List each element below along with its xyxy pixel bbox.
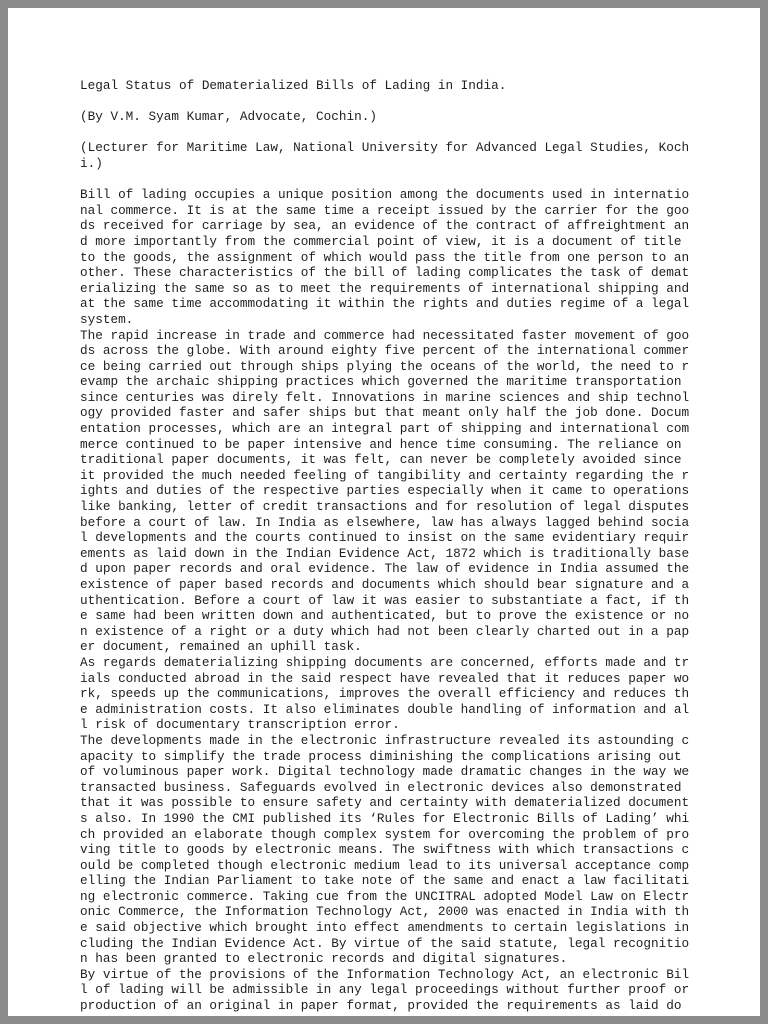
paragraph: As regards dematerializing shipping documents are concerned, efforts made and trials conducted abroad in the said respect have revealed that it reduces paper work, speeds up the communications, improves the overall efficiency and reduces the administration costs. It also eliminates double handling of information and all risk of documentary transcription error. — [80, 654, 690, 733]
document-page — [8, 8, 760, 1016]
paragraph: The rapid increase in trade and commerce had necessitated faster movement of goods across the globe. With around eighty five percent of the international commerce being carried out through ships plying the oceans of the world, the need to revamp the archaic shipping practices which governed the maritime transportation since centuries was direly felt. Innovations in marine sciences and ship technology provided faster and safer ships but that meant only half the job done. Documentation processes, which are an integral part of shipping and international commerce continued to be paper intensive and hence time consuming. The reliance on traditional paper documents, it was felt, can never be completely avoided since it provided the much needed feeling of tangibility and certainty regarding the rights and duties of the respective parties especially when it came to operations like banking, letter of credit transactions and for resolution of legal disputes before a court of law. In India as elsewhere, law has always lagged behind social developments and the courts continued to insist on the same evidentiary requirements as laid down in the Indian Evidence Act, 1872 which is traditionally based upon paper records and oral evidence. The law of evidence in India assumed the existence of paper based records and documents which should bear signature and authentication. Before a court of law it was easier to substantiate a fact, if the same had been written down and authenticated, but to prove the existence or non existence of a right or a duty which had not been clearly charted out in a paper document, remained an uphill task. — [80, 327, 697, 655]
paragraph: Bill of lading occupies a unique position among the documents used in international commerce. It is at the same time a receipt issued by the carrier for the goods received for carriage by sea, an evidence of the contract of affreightment and more importantly from the commercial point of view, it is a document of title to the goods, the assignment of which would pass the title from one person to another. These characteristics of the bill of lading complicates the task of dematerializing the same so as to meet the requirements of international shipping and at the same time accommodating it within the rights and duties regime of a legal system. — [80, 187, 697, 327]
document-byline: (By V.M. Syam Kumar, Advocate, Cochin.) — [80, 109, 377, 125]
paragraph: The developments made in the electronic infrastructure revealed its astounding capacity to simplify the trade process diminishing the complications arising out of voluminous paper work. Digital technology made dramatic changes in the way we transacted business. Safeguards evolved in electronic devices also demonstrated that it was possible to ensure safety and certainty with dematerialized documents also. In 1990 the CMI published its ‘Rules for Electronic Bills of Lading’ which provided an elaborate though complex system for overcoming the problem of proving title to goods by electronic means. The swiftness with which transactions could be completed though electronic medium lead to its universal acceptance compelling the Indian Parliament to take note of the same and enact a law facilitating electronic commerce. Taking cue from the UNCITRAL adopted Model Law on Electronic Commerce, the Information Technology Act, 2000 was enacted in India with the said objective which brought into effect amendments to certain legislations including the Indian Evidence Act. By virtue of the said statute, legal recognition has been granted to electronic records and digital signatures. — [80, 732, 697, 967]
paragraph: By virtue of the provisions of the Information Technology Act, an electronic Bill of lading will be admissible in any legal proceedings without further proof or production of an original in paper format, provided the requirements as laid do — [80, 966, 697, 1014]
document-title: Legal Status of Dematerialized Bills of Lading in India. — [80, 78, 507, 93]
document-affiliation: (Lecturer for Maritime Law, National University for Advanced Legal Studies, Kochi.) — [80, 140, 690, 171]
